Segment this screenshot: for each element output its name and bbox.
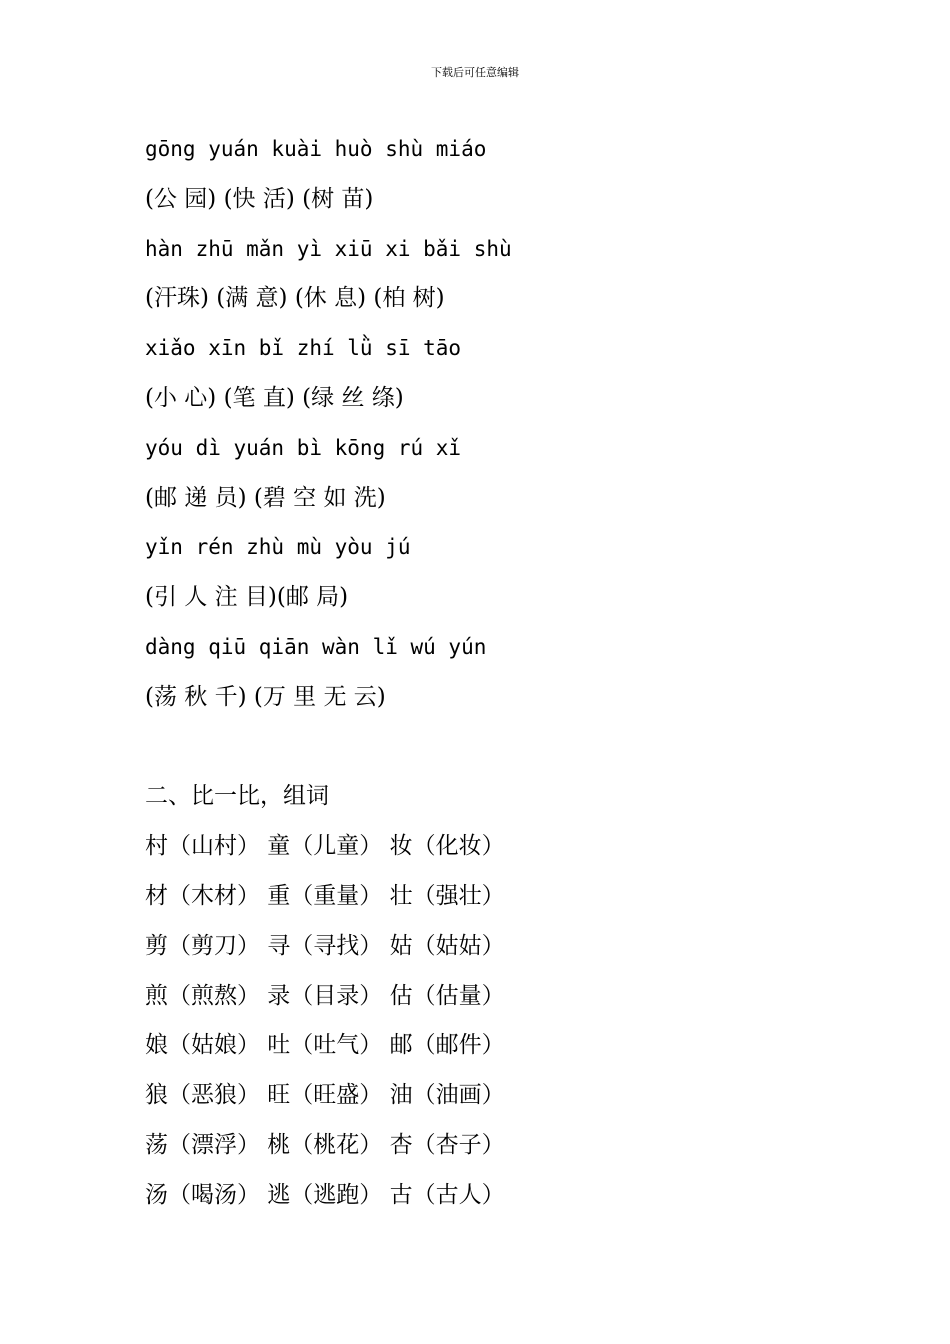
word-line: (引 人 注 目)(邮 局) (145, 584, 349, 611)
pinyin-line: hàn zhū mǎn yì xiū xi bǎi shù (145, 236, 512, 261)
word-line: (小 心) (笔 直) (绿 丝 绦) (145, 384, 404, 411)
word-line: (汗珠) (满 意) (休 息) (柏 树) (145, 285, 445, 312)
compare-row: 剪（剪刀） 寻（寻找） 姑（姑姑） (145, 932, 505, 959)
section-title: 二、比一比，组词 (145, 783, 329, 810)
compare-row: 煎（煎熬） 录（目录） 估（估量） (145, 982, 505, 1009)
pinyin-line: gōng yuán kuài huò shù miáo (145, 137, 487, 161)
page-header: 下载后可任意编辑 (431, 66, 519, 79)
word-line: (邮 递 员) (碧 空 如 洗) (145, 484, 386, 511)
compare-row: 娘（姑娘） 吐（吐气） 邮（邮件） (145, 1032, 505, 1059)
compare-row: 荡（漂浮） 桃（桃花） 杏（杏子） (145, 1131, 505, 1158)
document-body (145, 125, 865, 1221)
pinyin-line: yóu dì yuán bì kōng rú xǐ (145, 435, 462, 460)
word-line: (荡 秋 千) (万 里 无 云) (145, 683, 386, 710)
pinyin-line: dàng qiū qiān wàn lǐ wú yún (145, 634, 487, 659)
pinyin-line: xiǎo xīn bǐ zhí lǜ sī tāo (145, 336, 462, 361)
compare-row: 狼（恶狼） 旺（旺盛） 油（油画） (145, 1082, 505, 1109)
compare-row: 材（木材） 重（重量） 壮（强壮） (145, 882, 505, 909)
compare-row: 汤（喝汤） 逃（逃跑） 古（古人） (145, 1181, 505, 1208)
blank-line (145, 723, 865, 773)
pinyin-line: yǐn rén zhù mù yòu jú (145, 535, 411, 560)
compare-row: 村（山村） 童（儿童） 妆（化妆） (145, 833, 505, 860)
word-line: (公 园) (快 活) (树 苗) (145, 185, 374, 212)
